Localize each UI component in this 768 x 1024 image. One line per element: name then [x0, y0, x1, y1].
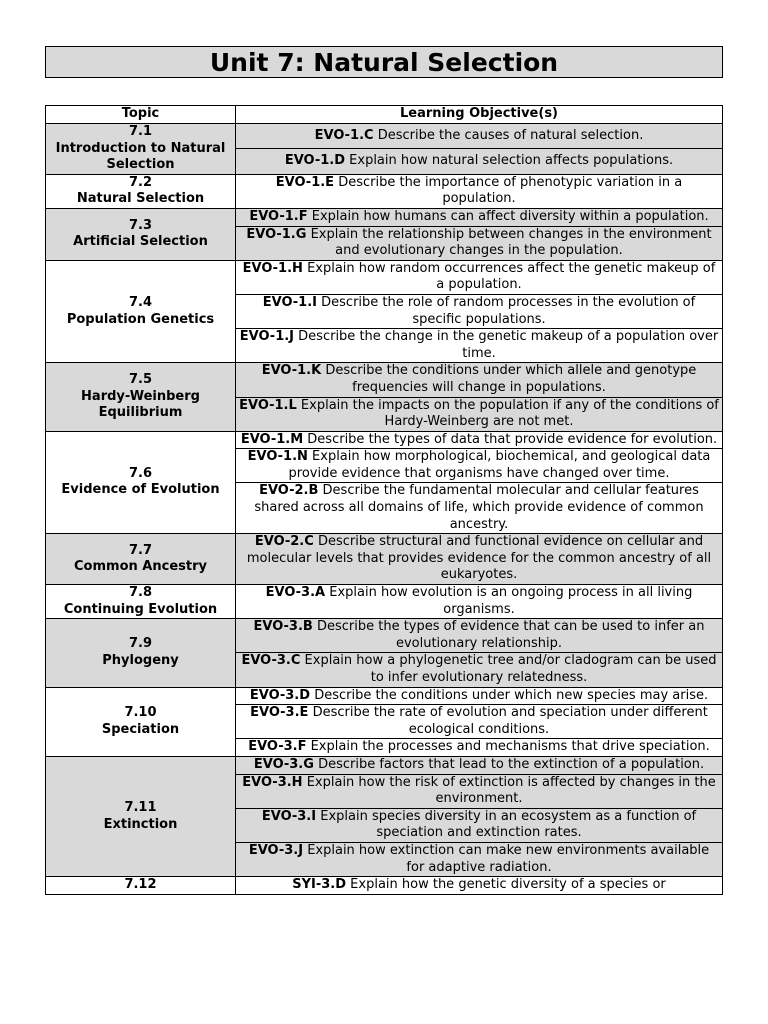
- objective-code: EVO-3.E: [250, 705, 309, 721]
- objective-cell: [236, 149, 723, 174]
- topic-number: 7.1: [128, 124, 153, 139]
- objective-cell: [236, 687, 723, 705]
- table-row: [46, 585, 723, 619]
- objective-cell: [236, 329, 723, 363]
- objective-text: Explain how natural selection affects populations.: [349, 153, 674, 169]
- objective-cell: [236, 226, 723, 260]
- objective-code: EVO-1.M: [240, 431, 304, 447]
- table-row: [46, 174, 723, 208]
- objective-text: Describe structural and functional evidence on cellular and molecular levels that provides evidence for the common ancestry of all eukaryotes.: [246, 534, 712, 583]
- objective-text: Explain how a phylogenetic tree and/or cladogram can be used to infer evolutionary relatedness.: [304, 653, 717, 685]
- objective-cell: [236, 208, 723, 226]
- objective-code: EVO-1.J: [239, 329, 295, 345]
- objective-text: Describe the conditions under which new species may arise.: [314, 687, 709, 703]
- topic-number: 7.2: [128, 174, 153, 190]
- objective-code: EVO-3.G: [253, 756, 314, 772]
- objective-code: EVO-1.E: [275, 174, 335, 190]
- objective-code: EVO-3.A: [265, 585, 326, 601]
- objective-text: Describe the rate of evolution and speciation under different ecological conditions.: [312, 705, 708, 737]
- topic-number: 7.12: [124, 877, 157, 893]
- objective-cell: [236, 842, 723, 876]
- objective-code: EVO-1.L: [239, 397, 297, 413]
- objective-cell: [236, 705, 723, 739]
- objective-cell: [236, 756, 723, 774]
- objective-code: EVO-2.B: [259, 483, 319, 499]
- topic-cell: [46, 363, 236, 431]
- table-row: [46, 363, 723, 397]
- topic-name: Phylogeny: [102, 652, 179, 668]
- topic-name: Evidence of Evolution: [61, 482, 220, 498]
- topic-name: Continuing Evolution: [63, 601, 218, 617]
- table-row: [46, 534, 723, 585]
- objective-cell: [236, 124, 723, 149]
- topic-number: 7.4: [128, 294, 153, 310]
- table-header-row: [46, 106, 723, 124]
- topic-number: 7.6: [128, 465, 153, 481]
- table-row: [46, 687, 723, 705]
- objective-text: Explain the impacts on the population if any of the conditions of Hardy-Weinberg are not met.: [300, 397, 719, 430]
- topic-number: 7.9: [128, 636, 153, 652]
- objective-text: Explain how evolution is an ongoing process in all living organisms.: [329, 585, 693, 617]
- objective-cell: [236, 260, 723, 294]
- objective-code: EVO-3.I: [261, 808, 317, 824]
- page-title: Unit 7: Natural Selection: [45, 46, 723, 78]
- objective-text: Describe the conditions under which allele and genotype frequencies will change in populations.: [325, 363, 697, 395]
- topic-cell: [46, 208, 236, 260]
- objective-text: Describe the types of evidence that can be used to infer an evolutionary relationship.: [316, 619, 705, 651]
- objective-text: Describe the fundamental molecular and cellular features shared across all domains of life, which provide evidence of common ancestry.: [254, 483, 704, 532]
- objective-cell: [236, 449, 723, 483]
- objective-cell: [236, 877, 723, 895]
- table-row: [46, 619, 723, 653]
- objective-text: Explain how the risk of extinction is affected by changes in the environment.: [306, 774, 716, 807]
- objective-cell: [236, 534, 723, 585]
- header-topic: Topic: [46, 106, 236, 124]
- header-learning-objectives: Learning Objective(s): [236, 106, 723, 124]
- objective-cell: [236, 431, 723, 449]
- topic-number: 7.10: [124, 705, 157, 721]
- objective-code: EVO-1.N: [247, 449, 308, 465]
- topic-name: Speciation: [101, 721, 180, 737]
- topic-number: 7.8: [128, 585, 153, 601]
- objective-cell: [236, 808, 723, 842]
- topic-cell: [46, 260, 236, 363]
- objective-cell: [236, 653, 723, 687]
- objective-code: EVO-3.D: [249, 687, 311, 703]
- objective-text: Describe the causes of natural selection.: [377, 127, 644, 143]
- objective-code: EVO-2.C: [254, 534, 314, 550]
- objective-code: EVO-1.K: [261, 363, 322, 379]
- topic-name: Population Genetics: [66, 311, 215, 327]
- table-row: [46, 756, 723, 774]
- objective-text: Explain the processes and mechanisms that drive speciation.: [310, 739, 710, 755]
- objective-text: Describe the importance of phenotypic variation in a population.: [338, 174, 683, 207]
- topic-cell: [46, 174, 236, 208]
- objective-code: EVO-1.F: [249, 208, 308, 224]
- objective-code: EVO-1.G: [246, 226, 307, 242]
- objective-code: SYI-3.D: [292, 877, 347, 893]
- objective-text: Explain how extinction can make new environments available for adaptive radiation.: [307, 842, 710, 875]
- objective-text: Describe the role of random processes in the evolution of specific populations.: [321, 294, 696, 327]
- table-row: [46, 260, 723, 294]
- objective-cell: [236, 174, 723, 208]
- objective-code: EVO-1.D: [284, 153, 346, 169]
- objective-text: Describe factors that lead to the extinction of a population.: [318, 756, 705, 772]
- table-row: [46, 877, 723, 895]
- objective-text: Describe the change in the genetic makeup of a population over time.: [298, 329, 719, 361]
- objective-text: Explain species diversity in an ecosystem as a function of speciation and extinction rates.: [320, 808, 697, 841]
- topic-name: Common Ancestry: [74, 559, 207, 575]
- topic-name: Extinction: [103, 816, 178, 832]
- topic-number: 7.5: [128, 372, 153, 388]
- topic-cell: [46, 124, 236, 175]
- objective-code: EVO-3.C: [241, 653, 301, 669]
- table-body: [46, 124, 723, 895]
- objective-cell: [236, 739, 723, 757]
- objective-code: EVO-1.H: [242, 260, 303, 276]
- topic-cell: [46, 756, 236, 876]
- topic-number: 7.7: [128, 542, 153, 558]
- objective-cell: [236, 585, 723, 619]
- table-row: [46, 208, 723, 226]
- objective-text: Explain how the genetic diversity of a species or: [350, 877, 666, 893]
- objective-cell: [236, 483, 723, 534]
- objective-text: Describe the types of data that provide evidence for evolution.: [307, 431, 718, 447]
- objective-text: Explain how random occurrences affect the genetic makeup of a population.: [307, 260, 716, 293]
- table-row: [46, 124, 723, 149]
- topic-name: Introduction to Natural Selection: [55, 140, 226, 173]
- topic-name: Hardy-Weinberg Equilibrium: [81, 388, 200, 421]
- objective-cell: [236, 774, 723, 808]
- topic-cell: [46, 534, 236, 585]
- topic-name: Artificial Selection: [73, 234, 208, 250]
- topic-number: 7.11: [124, 799, 157, 815]
- objective-cell: [236, 619, 723, 653]
- topic-cell: [46, 431, 236, 534]
- objective-text: Explain how morphological, biochemical, and geological data provide evidence that organisms have changed over time.: [288, 449, 711, 481]
- topic-cell: [46, 687, 236, 756]
- objective-code: EVO-3.B: [253, 619, 313, 635]
- table-row: [46, 431, 723, 449]
- topic-number: 7.3: [128, 217, 153, 233]
- objective-code: EVO-1.I: [262, 294, 317, 310]
- objective-text: Explain the relationship between changes in the environment and evolutionary changes in the population.: [310, 226, 712, 259]
- learning-objectives-table: [45, 105, 723, 895]
- topic-cell: [46, 585, 236, 619]
- objective-code: EVO-1.C: [314, 127, 374, 143]
- objective-cell: [236, 294, 723, 328]
- topic-cell: [46, 619, 236, 687]
- objective-cell: [236, 363, 723, 397]
- objective-text: Explain how humans can affect diversity within a population.: [311, 208, 709, 224]
- objective-code: EVO-3.H: [242, 774, 303, 790]
- objective-cell: [236, 397, 723, 431]
- objective-code: EVO-3.F: [248, 739, 307, 755]
- topic-name: Natural Selection: [76, 191, 205, 207]
- objective-code: EVO-3.J: [248, 842, 304, 858]
- topic-cell: [46, 877, 236, 895]
